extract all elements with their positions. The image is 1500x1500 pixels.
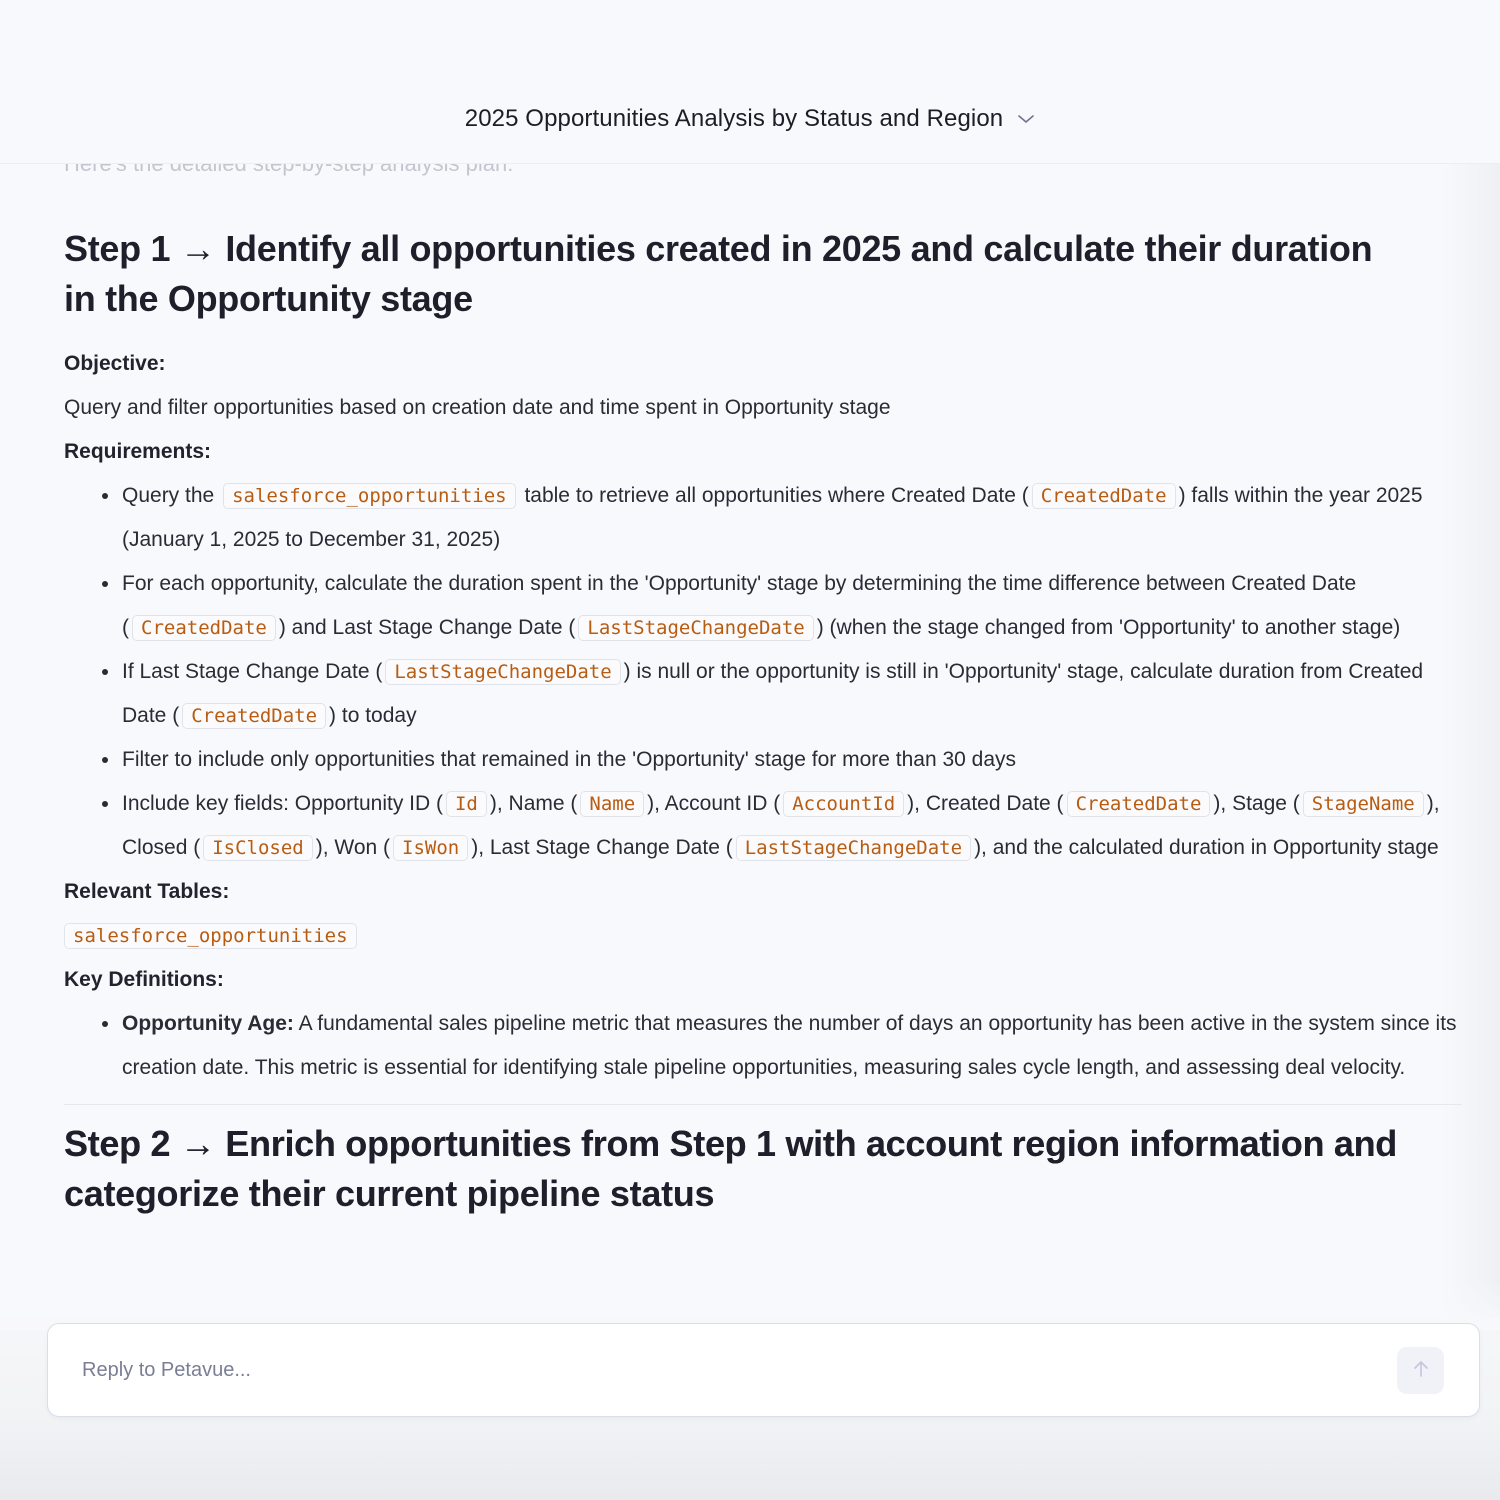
requirement-text: Filter to include only opportunities that remained in the 'Opportunity' stage for more than 30 days [122,748,1017,771]
requirement-text: ), Name ( [489,792,578,815]
definitions-list [122,1002,1464,1090]
requirement-text: If Last Stage Change Date ( [122,660,383,683]
step-2-heading-line-1: Step 2 → Enrich opportunities from Step 1 with account region information and [64,1123,1397,1164]
objective-label: Objective: [64,352,166,375]
step-2-heading-line-2: categorize their current pipeline status [64,1173,715,1214]
code-field-name: CreatedDate [1032,483,1176,509]
requirements-list [122,474,1464,870]
chevron-down-icon[interactable] [1017,113,1035,125]
conversation-title-dropdown[interactable] [465,105,1035,133]
definition-item [122,1002,1464,1090]
reply-composer [47,1323,1480,1417]
requirement-text: Include key fields: Opportunity ID ( [122,792,443,815]
send-button[interactable] [1397,1347,1444,1394]
definition-text: A fundamental sales pipeline metric that measures the number of days an opportunity has been active in the system since its creation date. This metric is essential for identifying stale pipeline opportunities, measuring sales cycle length, and assessing deal velocity. [122,1012,1457,1079]
requirement-text: For each opportunity, calculate the duration spent in the 'Opportunity' stage by determining the time difference between Created Date ( [122,572,1357,639]
objective-text: Query and filter opportunities based on creation date and time spent in Opportunity stage [64,396,891,419]
requirement-item [122,562,1464,650]
requirement-text: ), Closed ( [122,792,1440,859]
requirement-item [122,474,1464,562]
code-field-name: CreatedDate [132,615,276,641]
key-definitions-label: Key Definitions: [64,968,224,991]
code-field-name: CreatedDate [182,703,326,729]
requirement-text: ) is null or the opportunity is still in 'Opportunity' stage, calculate duration from Created Date ( [122,660,1424,727]
step-1-heading-line-2: in the Opportunity stage [64,278,473,319]
requirement-text: ), Stage ( [1213,792,1300,815]
message-scroll-area[interactable] [0,140,1500,1320]
code-field-name: IsClosed [203,835,313,861]
conversation-title: 2025 Opportunities Analysis by Status and Region [464,105,1004,132]
reply-input[interactable] [82,1359,1382,1382]
step-2-heading [64,1119,1464,1219]
relevant-tables-label: Relevant Tables: [64,880,230,903]
code-field-name: IsWon [393,835,468,861]
arrow-up-icon [1412,1359,1430,1382]
requirement-text: ), Last Stage Change Date ( [471,836,733,859]
code-field-name: Name [580,791,644,817]
code-table-name: salesforce_opportunities [223,483,516,509]
conversation-header [0,0,1500,164]
requirement-text: ) (when the stage changed from 'Opportunity' to another stage) [816,616,1401,639]
requirement-item [122,738,1464,782]
code-field-name: LastStageChangeDate [385,659,620,685]
relevant-tables-list [64,914,1464,958]
requirement-item [122,650,1464,738]
requirement-text: table to retrieve all opportunities where Created Date ( [524,484,1029,507]
code-field-name: Id [446,791,487,817]
code-field-name: LastStageChangeDate [736,835,971,861]
requirement-text: ) falls within the year 2025 (January 1, 2025 to December 31, 2025) [122,484,1423,551]
step-1-heading [64,224,1464,324]
requirement-text: ), and the calculated duration in Opportunity stage [974,836,1439,859]
requirements-label: Requirements: [64,440,212,463]
code-field-name: CreatedDate [1067,791,1211,817]
requirement-text: ), Created Date ( [907,792,1064,815]
requirement-text: Query the [122,484,215,507]
section-divider [64,1104,1462,1105]
code-field-name: StageName [1303,791,1424,817]
analysis-plan-message [64,140,1464,1219]
requirement-text: ), Account ID ( [647,792,781,815]
requirement-item [122,782,1464,870]
requirement-text: ), Won ( [315,836,391,859]
code-table-name: salesforce_opportunities [64,923,357,949]
requirement-text: ) to today [329,704,417,727]
requirement-text: ) and Last Stage Change Date ( [278,616,576,639]
definition-term: Opportunity Age: [122,1012,294,1035]
code-field-name: LastStageChangeDate [578,615,813,641]
step-1-heading-line-1: Step 1 → Identify all opportunities created in 2025 and calculate their duration [64,228,1373,269]
code-field-name: AccountId [783,791,904,817]
